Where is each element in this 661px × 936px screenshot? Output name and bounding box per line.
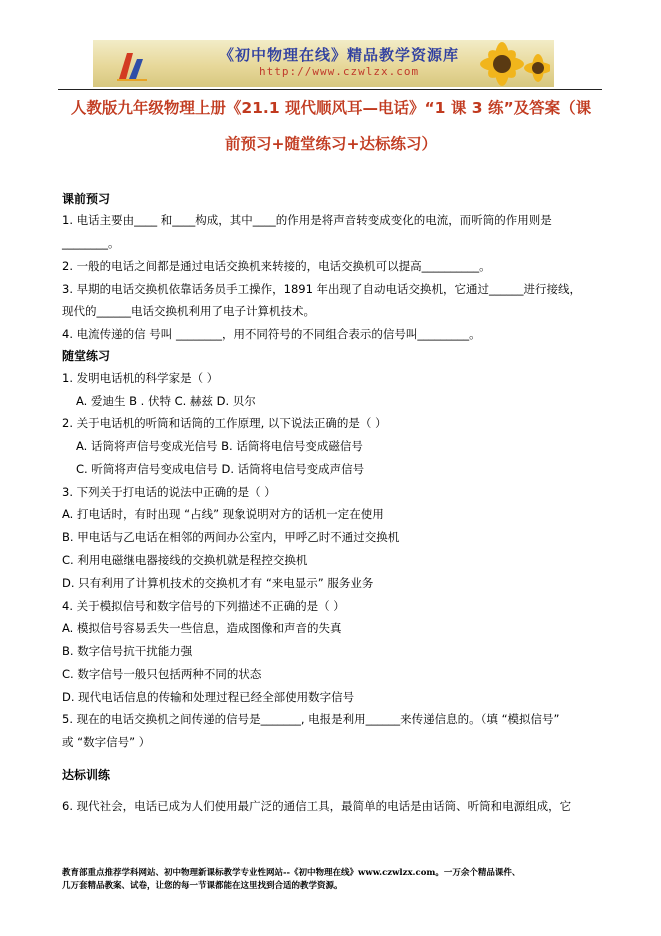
practice-question-2-options-cd: C. 听筒将声信号变成电信号 D. 话筒将电信号变成声信号 xyxy=(76,462,365,476)
practice-question-4: 4. 关于模拟信号和数字信号的下列描述不正确的是（ ） xyxy=(62,599,345,613)
footer-line-1: 教育部重点推荐学科网站、初中物理新课标教学专业性网站--《初中物理在线》www.czwlzx.com。一万余个精品课件、 xyxy=(62,868,521,878)
practice-question-2-options-ab: A. 话筒将声信号变成光信号 B. 话筒将电信号变成磁信号 xyxy=(76,439,363,453)
practice-question-3-option-a: A. 打电话时，有时出现 “占线” 现象说明对方的话机一定在使用 xyxy=(62,507,384,521)
practice-question-1: 1. 发明电话机的科学家是（ ） xyxy=(62,371,219,385)
document-title-line-1: 人教版九年级物理上册《21.1 现代顺风耳—电话》“1 课 3 练”及答案（课 xyxy=(70,99,592,117)
practice-question-4-option-b: B. 数字信号抗干扰能力强 xyxy=(62,644,193,658)
question-3-line-1: 3. 早期的电话交换机依靠话务员手工操作，1891 年出现了自动电话交换机，它通过______进行接线， xyxy=(62,282,582,296)
practice-question-2: 2. 关于电话机的听筒和话筒的工作原理, 以下说法正确的是（ ） xyxy=(62,416,387,430)
banner-url: http://www.czwlzx.com xyxy=(259,65,420,78)
site-logo-icon xyxy=(115,49,149,81)
question-2: 2. 一般的电话之间都是通过电话交换机来转接的，电话交换机可以提高__________。 xyxy=(62,259,491,273)
practice-question-3-option-d: D. 只有利用了计算机技术的交换机才有 “来电显示” 服务业务 xyxy=(62,576,374,590)
question-3-line-2: 现代的______电话交换机利用了电子计算机技术。 xyxy=(62,304,315,318)
document-title-line-2: 前预习+随堂练习+达标练习） xyxy=(225,135,437,153)
section-heading-practice: 随堂练习 xyxy=(62,349,111,363)
question-1-line-2: ________。 xyxy=(62,236,120,250)
practice-question-4-option-d: D. 现代电话信息的传输和处理过程已经全部使用数字信号 xyxy=(62,690,355,704)
practice-question-4-option-c: C. 数字信号一般只包括两种不同的状态 xyxy=(62,667,262,681)
standard-question-6: 6. 现代社会，电话已成为人们使用最广泛的通信工具，最简单的电话是由话筒、听筒和电源组成，它 xyxy=(62,799,572,813)
banner-title: 《初中物理在线》精品教学资源库 xyxy=(219,46,460,64)
practice-question-4-option-a: A. 模拟信号容易丢失一些信息，造成图像和声音的失真 xyxy=(62,621,342,635)
footer-line-2: 几万套精品教案、试卷，让您的每一节课都能在这里找到合适的教学资源。 xyxy=(62,881,343,891)
header-banner xyxy=(93,40,554,87)
practice-question-1-options: A. 爱迪生 B . 伏特 C. 赫兹 D. 贝尔 xyxy=(76,394,256,408)
header-rule xyxy=(58,89,602,90)
question-1-line-1: 1. 电话主要由____ 和____构成，其中____的作用是将声音转变成变化的电流，而听筒的作用则是 xyxy=(62,213,552,227)
section-heading-standard: 达标训练 xyxy=(62,768,111,782)
practice-question-5-line-2: 或 “数字信号” ） xyxy=(62,735,151,749)
question-4: 4. 电流传递的信 号叫 ________，用不同符号的不同组合表示的信号叫_________。 xyxy=(62,327,481,341)
sunflower-icon xyxy=(472,40,550,87)
section-heading-preview: 课前预习 xyxy=(62,192,111,206)
practice-question-5-line-1: 5. 现在的电话交换机之间传递的信号是_______, 电报是利用______来传递信息的。（填 “模拟信号” xyxy=(62,712,560,726)
practice-question-3-option-c: C. 利用电磁继电器接线的交换机就是程控交换机 xyxy=(62,553,308,567)
practice-question-3-option-b: B. 甲电话与乙电话在相邻的两间办公室内，甲呼乙时不通过交换机 xyxy=(62,530,400,544)
practice-question-3: 3. 下列关于打电话的说法中正确的是（ ） xyxy=(62,485,276,499)
